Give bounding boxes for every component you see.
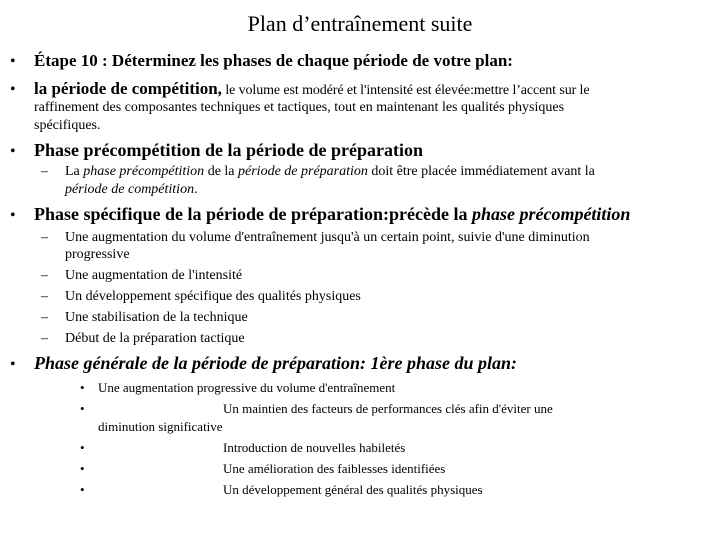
bullet-3: •: [10, 143, 16, 160]
bullet-1: •: [10, 53, 16, 70]
sub-specifique-5: Début de la préparation tactique: [65, 331, 245, 346]
sub-italic: période de préparation: [238, 164, 368, 179]
dash-4-5: –: [41, 331, 48, 346]
slide-title: Plan d’entraînement suite: [247, 11, 473, 36]
sub-generale-2: Un maintien des facteurs de performances clés afin d'éviter une: [223, 401, 553, 416]
dash-4-3: –: [41, 289, 48, 304]
item-phase-generale: Phase générale de la période de préparation: 1ère phase du plan:: [34, 353, 517, 373]
item-etape-10: Étape 10 : Déterminez les phases de chaque période de votre plan:: [34, 51, 513, 70]
dash-3-1: –: [41, 164, 48, 179]
bullet-2: •: [10, 81, 16, 98]
sub-generale-3: Introduction de nouvelles habiletés: [223, 440, 406, 455]
sub-italic: phase précompétition: [83, 164, 205, 179]
sub-precompetition-line1: [65, 164, 595, 180]
sub-generale-1: Une augmentation progressive du volume d'entraînement: [98, 380, 396, 395]
item-phase-precompetition: Phase précompétition de la période de préparation: [34, 140, 423, 160]
sub-precompetition-line2: [65, 182, 198, 198]
sub-specifique-4: Une stabilisation de la technique: [65, 310, 248, 325]
sub-generale-5: Un développement général des qualités physiques: [223, 482, 483, 497]
bullet-5: •: [10, 356, 16, 373]
item-periode-competition-head: la période de compétition,: [34, 79, 222, 98]
bullet-4: •: [10, 207, 16, 224]
sub-specifique-1-cont: progressive: [65, 247, 130, 262]
dash-4-2: –: [41, 268, 48, 283]
sub-text: .: [194, 182, 198, 197]
sub-specifique-2: Une augmentation de l'intensité: [65, 268, 243, 283]
dash-4-4: –: [41, 310, 48, 325]
sub-generale-2-cont: diminution significative: [98, 419, 223, 434]
item-phase-specifique-italic: phase précompétition: [471, 204, 631, 224]
sub-text: doit être placée immédiatement avant la: [367, 164, 595, 179]
bullet-5-2: •: [80, 401, 85, 416]
item-periode-competition: [34, 79, 589, 99]
sub-italic: période de compétition: [65, 182, 195, 197]
sub-generale-4: Une amélioration des faiblesses identifiées: [223, 461, 446, 476]
bullet-5-1: •: [80, 380, 85, 395]
sub-specifique-1: Une augmentation du volume d'entraînement jusqu'à un certain point, suivie d'une diminution: [65, 230, 590, 245]
item-phase-specifique: [34, 204, 630, 225]
sub-specifique-3: Un développement spécifique des qualités physiques: [65, 289, 361, 304]
item-periode-competition-cont2: spécifiques.: [34, 118, 101, 133]
item-periode-competition-cont1: raffinement des composantes techniques et tactiques, tout en maintenant les qualités physiques: [34, 100, 565, 115]
item-periode-competition-rest: le volume est modéré et l'intensité est élevée:mettre l’accent sur le: [221, 83, 590, 98]
bullet-5-3: •: [80, 440, 85, 455]
sub-text: La: [65, 164, 84, 179]
item-phase-specifique-text: Phase spécifique de la période de préparation:précède la: [34, 204, 472, 224]
bullet-5-5: •: [80, 482, 85, 497]
dash-4-1: –: [41, 230, 48, 245]
sub-text: de la: [204, 164, 239, 179]
bullet-5-4: •: [80, 461, 85, 476]
